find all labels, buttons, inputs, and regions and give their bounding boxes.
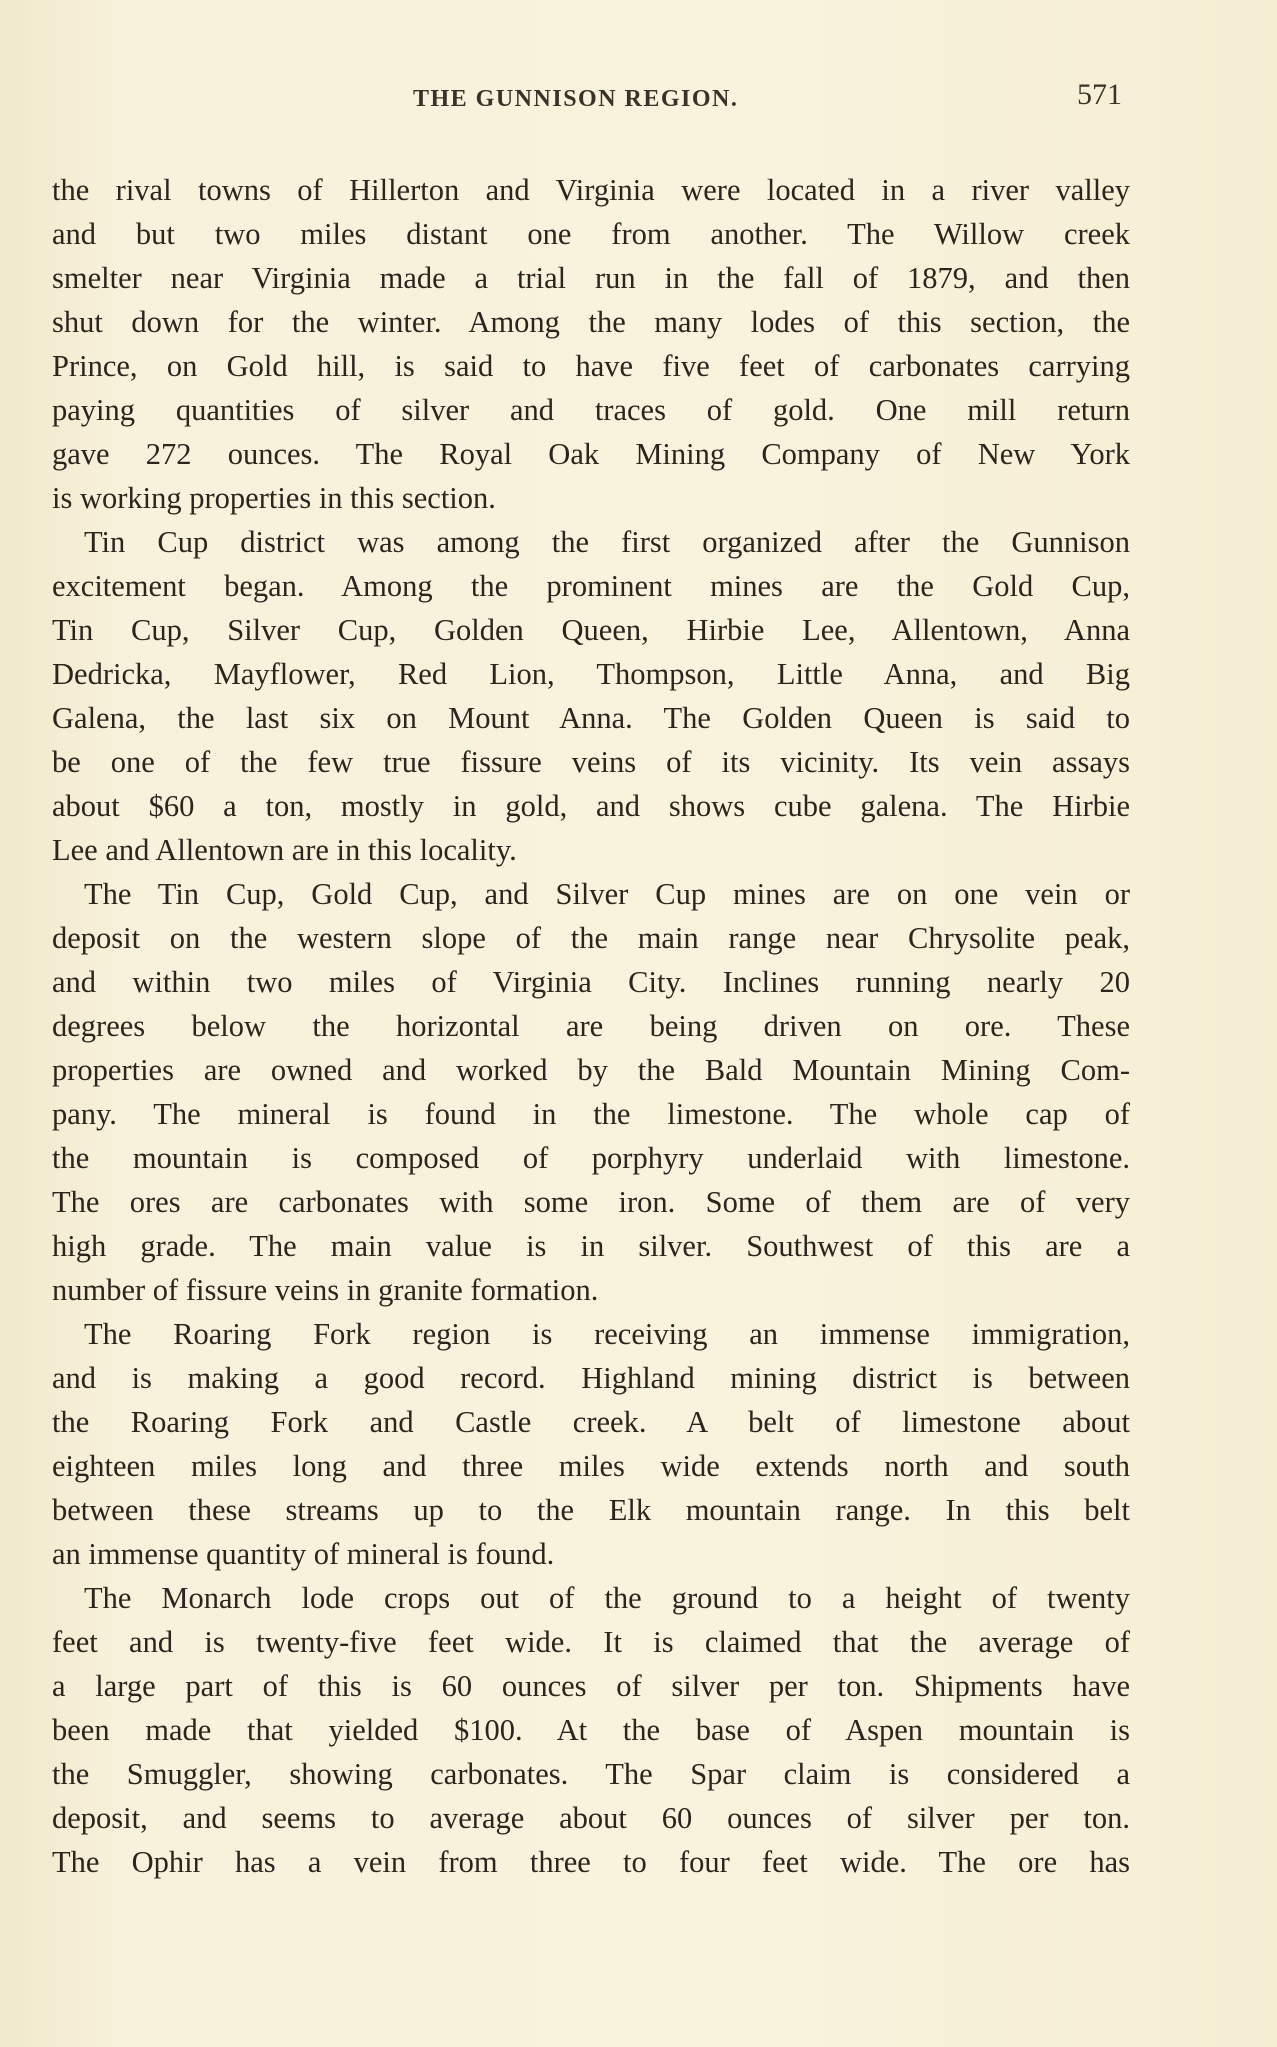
text-line: feet and is twenty-five feet wide. It is claimed that the average of bbox=[52, 1625, 1130, 1659]
text-line: be one of the few true fissure veins of its vicinity. Its vein assays bbox=[52, 745, 1130, 779]
text-line: paying quantities of silver and traces of gold. One mill return bbox=[52, 393, 1130, 427]
text-line: Tin Cup, Silver Cup, Golden Queen, Hirbie Lee, Allentown, Anna bbox=[52, 613, 1130, 647]
text-line: been made that yielded $100. At the base of Aspen mountain is bbox=[52, 1713, 1130, 1747]
running-title: THE GUNNISON REGION. bbox=[413, 86, 739, 112]
text-line: high grade. The main value is in silver. Southwest of this are a bbox=[52, 1229, 1130, 1263]
text-line: is working properties in this section. bbox=[52, 481, 496, 515]
text-line: deposit on the western slope of the main range near Chrysolite peak, bbox=[52, 921, 1130, 955]
text-line: Dedricka, Mayflower, Red Lion, Thompson, Little Anna, and Big bbox=[52, 657, 1130, 691]
text-line: a large part of this is 60 ounces of silver per ton. Shipments have bbox=[52, 1669, 1130, 1703]
text-line: an immense quantity of mineral is found. bbox=[52, 1537, 555, 1571]
text-line: the rival towns of Hillerton and Virginia were located in a river valley bbox=[52, 173, 1130, 207]
text-line: Galena, the last six on Mount Anna. The Golden Queen is said to bbox=[52, 701, 1130, 735]
text-line: The ores are carbonates with some iron. Some of them are of very bbox=[52, 1185, 1130, 1219]
text-line: excitement began. Among the prominent mines are the Gold Cup, bbox=[52, 569, 1130, 603]
text-line: the Roaring Fork and Castle creek. A belt of limestone about bbox=[52, 1405, 1130, 1439]
text-line: The Roaring Fork region is receiving an immense immigration, bbox=[84, 1317, 1130, 1351]
text-line: degrees below the horizontal are being driven on ore. These bbox=[52, 1009, 1130, 1043]
text-line: The Tin Cup, Gold Cup, and Silver Cup mines are on one vein or bbox=[84, 877, 1130, 911]
text-line: pany. The mineral is found in the limestone. The whole cap of bbox=[52, 1097, 1130, 1131]
text-line: and is making a good record. Highland mining district is between bbox=[52, 1361, 1130, 1395]
text-line: gave 272 ounces. The Royal Oak Mining Company of New York bbox=[52, 437, 1130, 471]
text-line: Tin Cup district was among the first organized after the Gunnison bbox=[84, 525, 1130, 559]
text-line: the mountain is composed of porphyry underlaid with limestone. bbox=[52, 1141, 1130, 1175]
text-line: and within two miles of Virginia City. Inclines running nearly 20 bbox=[52, 965, 1130, 999]
body-text bbox=[52, 168, 1130, 1884]
text-line: deposit, and seems to average about 60 ounces of silver per ton. bbox=[52, 1801, 1130, 1835]
running-header bbox=[0, 78, 1277, 118]
text-line: The Monarch lode crops out of the ground to a height of twenty bbox=[84, 1581, 1130, 1615]
text-line: Prince, on Gold hill, is said to have five feet of carbonates carrying bbox=[52, 349, 1130, 383]
text-line: smelter near Virginia made a trial run in the fall of 1879, and then bbox=[52, 261, 1130, 295]
page-number: 571 bbox=[1077, 78, 1122, 111]
text-line: about $60 a ton, mostly in gold, and shows cube galena. The Hirbie bbox=[52, 789, 1130, 823]
text-line: between these streams up to the Elk mountain range. In this belt bbox=[52, 1493, 1130, 1527]
text-line: the Smuggler, showing carbonates. The Spar claim is considered a bbox=[52, 1757, 1130, 1791]
text-line: eighteen miles long and three miles wide extends north and south bbox=[52, 1449, 1130, 1483]
text-line: The Ophir has a vein from three to four feet wide. The ore has bbox=[52, 1845, 1130, 1879]
text-line: number of fissure veins in granite formation. bbox=[52, 1273, 599, 1307]
text-line: properties are owned and worked by the Bald Mountain Mining Com- bbox=[52, 1053, 1130, 1087]
text-line: and but two miles distant one from another. The Willow creek bbox=[52, 217, 1130, 251]
text-line: Lee and Allentown are in this locality. bbox=[52, 833, 517, 867]
text-line: shut down for the winter. Among the many lodes of this section, the bbox=[52, 305, 1130, 339]
